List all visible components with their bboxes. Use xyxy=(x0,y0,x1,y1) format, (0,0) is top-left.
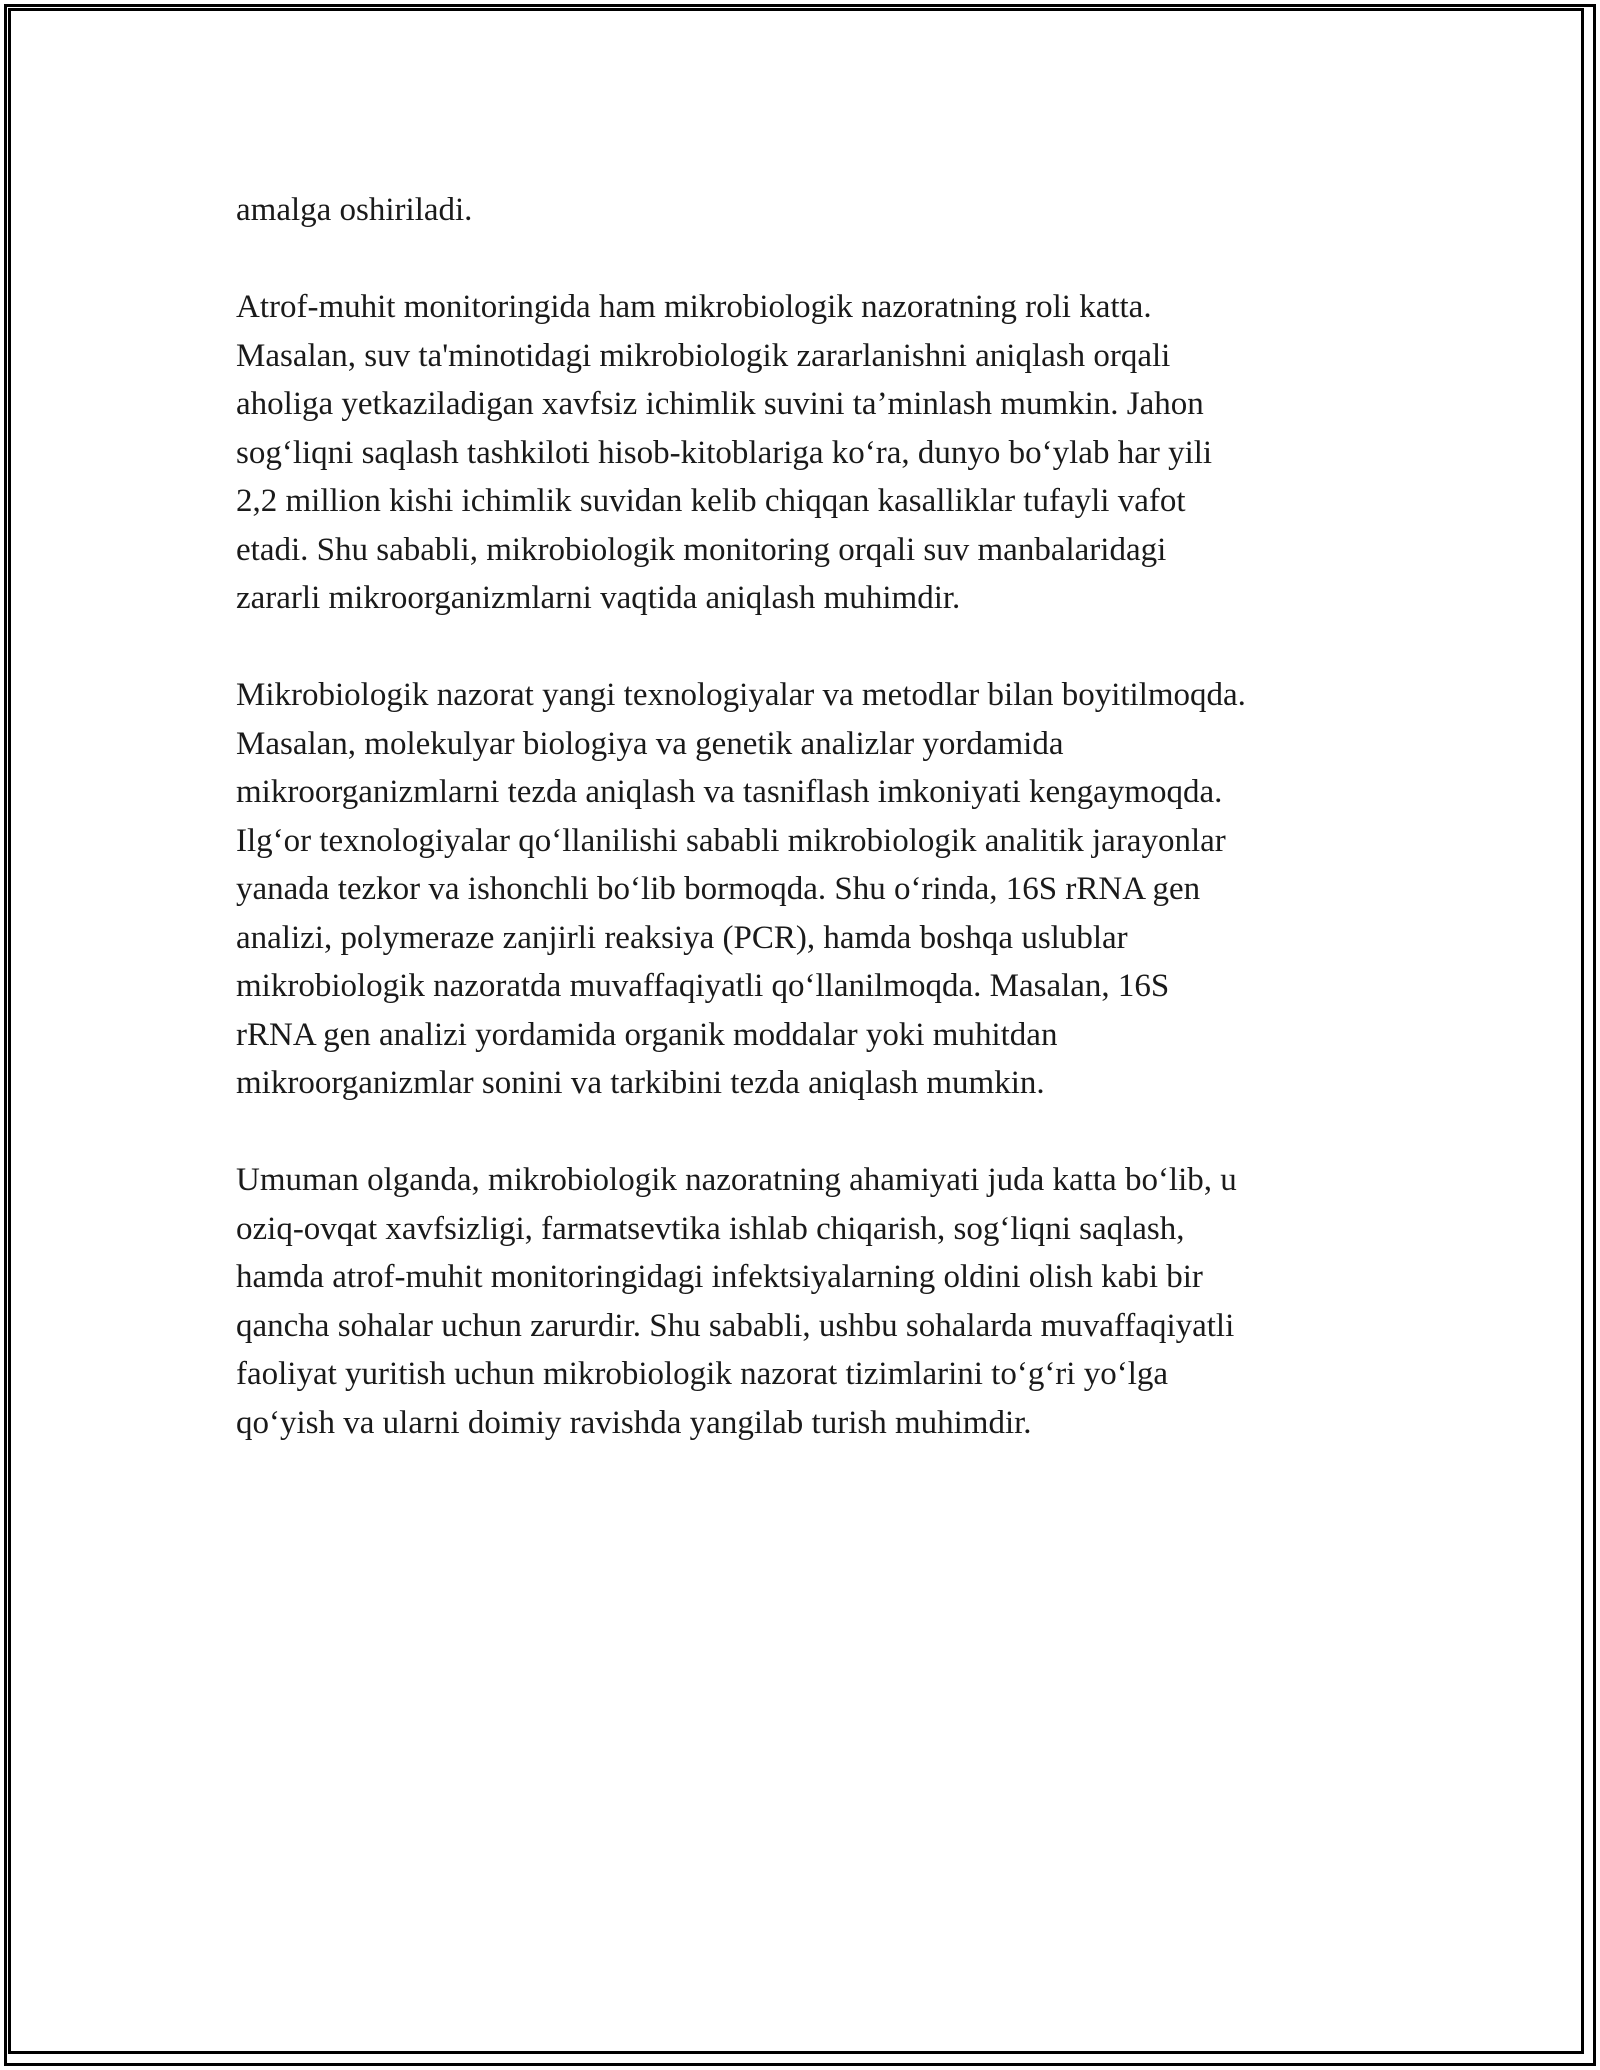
text-line: Masalan, suv ta'minotidagi mikrobiologik zararlanishni aniqlash orqali xyxy=(236,337,1171,374)
text-line: Umuman olganda, mikrobiologik nazoratning ahamiyati juda katta bo‘lib, u xyxy=(236,1162,1237,1198)
text-line: yanada tezkor va ishonchli bo‘lib bormoqda. Shu o‘rinda, 16S rRNA gen xyxy=(236,871,1201,907)
text-line: oziq-ovqat xavfsizligi, farmatsevtika ishlab chiqarish, sog‘liqni saqlash, xyxy=(236,1210,1185,1247)
text-line: qancha sohalar uchun zarurdir. Shu sababli, ushbu sohalarda muvaffaqiyatli xyxy=(236,1307,1235,1344)
text-line: Atrof-muhit monitoringida ham mikrobiologik nazoratning roli katta. xyxy=(236,289,1152,325)
text-line: mikrobiologik nazoratda muvaffaqiyatli qo‘llanilmoqda. Masalan, 16S xyxy=(236,968,1170,1004)
text-line: zararli mikroorganizmlarni vaqtida aniqlash muhimdir. xyxy=(236,580,961,616)
text-line: mikroorganizmlar sonini va tarkibini tezda aniqlash mumkin. xyxy=(236,1065,1045,1101)
paragraph-3 xyxy=(236,671,1386,1108)
text-line: aholiga yetkaziladigan xavfsiz ichimlik suvini ta’minlash mumkin. Jahon xyxy=(236,386,1204,422)
text-line: hamda atrof-muhit monitoringidagi infektsiyalarning oldini olish kabi bir xyxy=(236,1259,1203,1295)
document-body xyxy=(236,186,1386,1496)
text-line: faoliyat yuritish uchun mikrobiologik nazorat tizimlarini to‘g‘ri yo‘lga xyxy=(236,1356,1169,1392)
text-line: analizi, polymeraze zanjirli reaksiya (PCR), hamda boshqa uslublar xyxy=(236,919,1128,956)
text-line: Mikrobiologik nazorat yangi texnologiyalar va metodlar bilan boyitilmoqda. xyxy=(236,677,1246,713)
text-line: Ilg‘or texnologiyalar qo‘llanilishi sababli mikrobiologik analitik jarayonlar xyxy=(236,822,1226,859)
text-line: amalga oshiriladi. xyxy=(236,192,473,228)
text-line: sog‘liqni saqlash tashkiloti hisob-kitoblariga ko‘ra, dunyo bo‘ylab har yili xyxy=(236,434,1213,471)
text-line: 2,2 million kishi ichimlik suvidan kelib chiqqan kasalliklar tufayli vafot xyxy=(236,483,1186,519)
paragraph-1 xyxy=(236,186,1386,235)
paragraph-2 xyxy=(236,283,1386,623)
text-line: Masalan, molekulyar biologiya va genetik analizlar yordamida xyxy=(236,725,1064,762)
text-line: rRNA gen analizi yordamida organik moddalar yoki muhitdan xyxy=(236,1016,1058,1053)
text-line: etadi. Shu sababli, mikrobiologik monitoring orqali suv manbalaridagi xyxy=(236,531,1167,568)
paragraph-4 xyxy=(236,1156,1386,1447)
text-line: qo‘yish va ularni doimiy ravishda yangilab turish muhimdir. xyxy=(236,1404,1032,1441)
text-line: mikroorganizmlarni tezda aniqlash va tasniflash imkoniyati kengaymoqda. xyxy=(236,774,1223,810)
